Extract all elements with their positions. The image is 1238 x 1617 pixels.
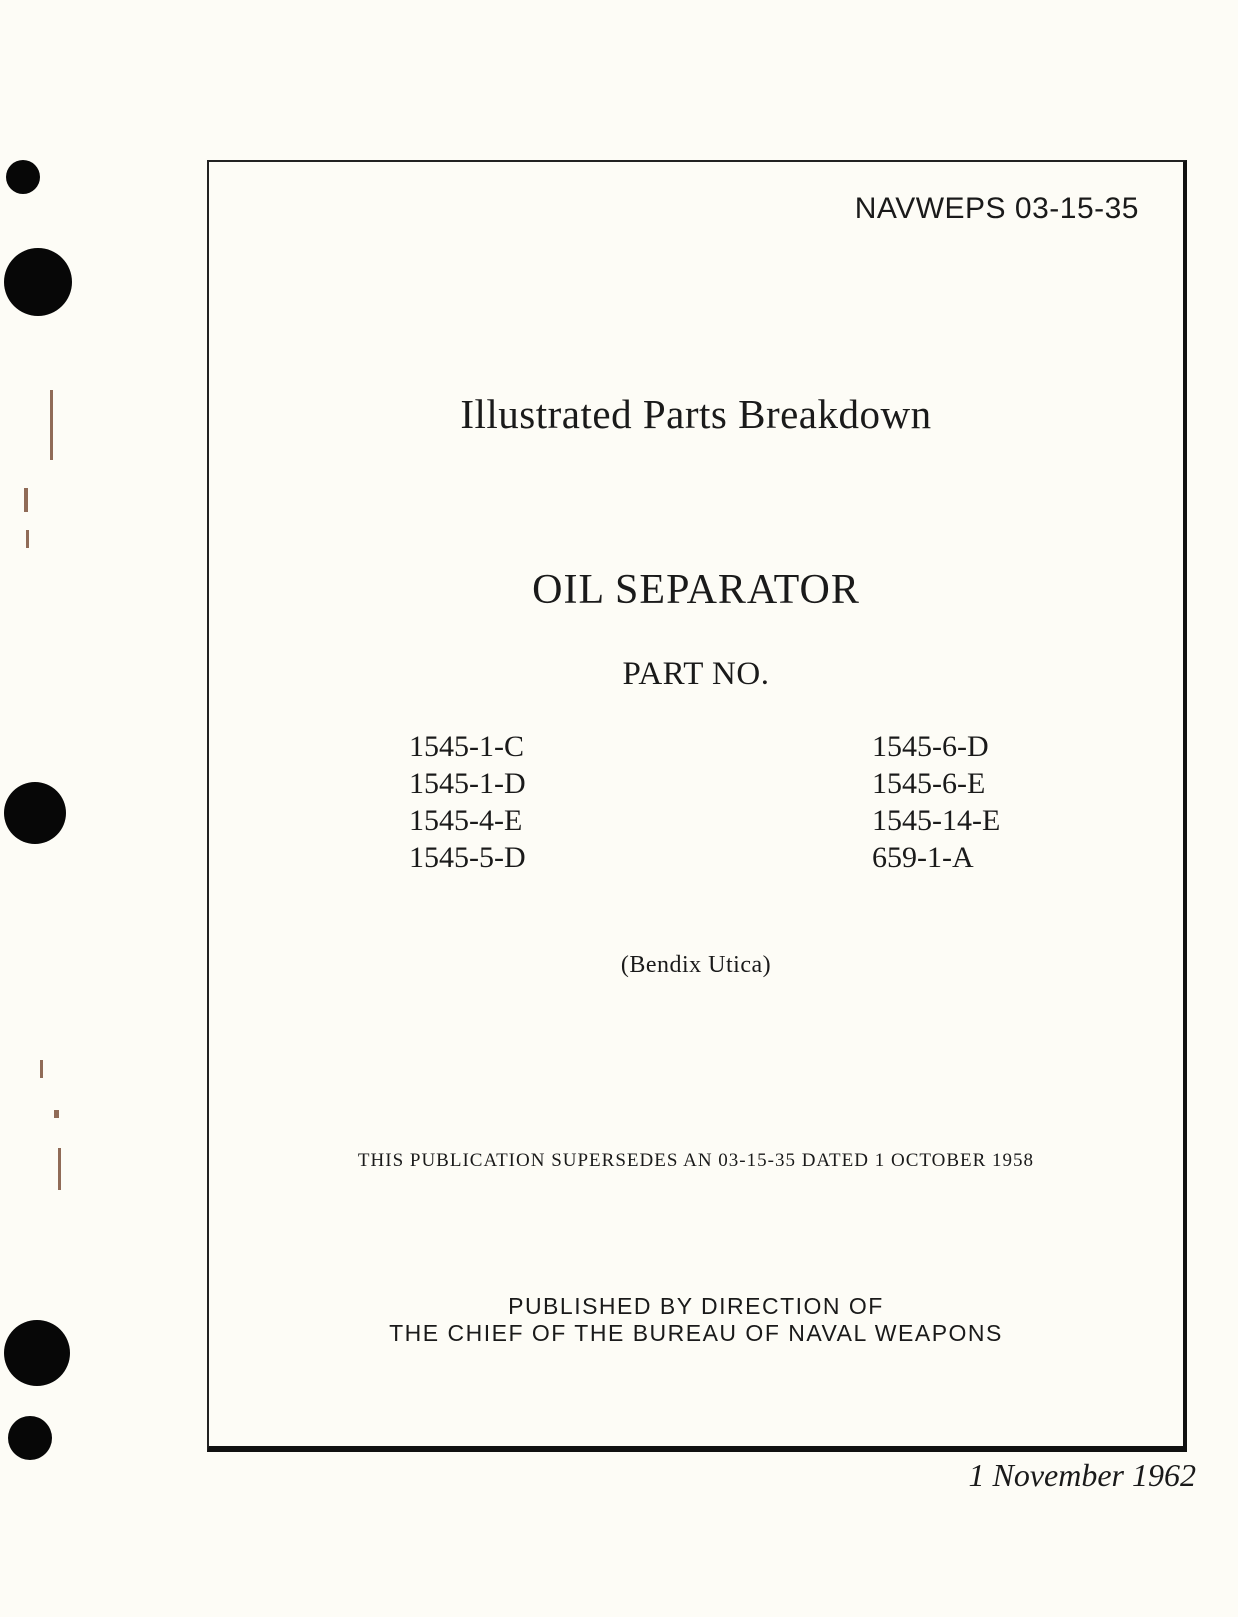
part-number: 659-1-A <box>872 841 974 874</box>
margin-mark <box>26 530 29 548</box>
margin-mark <box>24 488 28 512</box>
part-number: 1545-4-E <box>409 804 523 837</box>
supersedes-notice: THIS PUBLICATION SUPERSEDES AN 03-15-35 DATED 1 OCTOBER 1958 <box>357 1150 1035 1171</box>
part-numbers-left-column <box>409 728 526 876</box>
document-subject: OIL SEPARATOR <box>532 567 860 613</box>
binder-hole-4 <box>4 1320 70 1386</box>
part-number: 1545-6-D <box>872 730 989 763</box>
part-number: 1545-14-E <box>872 804 1001 837</box>
margin-mark <box>54 1110 59 1118</box>
publication-date: 1 November 1962 <box>968 1457 1196 1493</box>
part-numbers-right-column <box>872 728 1000 876</box>
document-title: Illustrated Parts Breakdown <box>460 391 932 437</box>
part-number: 1545-1-D <box>409 767 526 800</box>
publisher-line: THE CHIEF OF THE BUREAU OF NAVAL WEAPONS <box>389 1320 1003 1346</box>
part-number: 1545-5-D <box>409 841 526 874</box>
margin-mark <box>50 390 53 460</box>
binder-hole-1 <box>6 160 40 194</box>
part-number-label: PART NO. <box>622 656 770 692</box>
binder-hole-5 <box>8 1416 52 1460</box>
margin-mark <box>58 1148 61 1190</box>
document-number: NAVWEPS 03-15-35 <box>854 192 1139 225</box>
cover-frame <box>207 160 1187 1452</box>
margin-mark <box>40 1060 43 1078</box>
binder-hole-2 <box>4 248 72 316</box>
binder-hole-3 <box>4 782 66 844</box>
part-number: 1545-1-C <box>409 730 524 763</box>
part-number: 1545-6-E <box>872 767 986 800</box>
publisher-line: PUBLISHED BY DIRECTION OF <box>508 1293 884 1319</box>
publisher-statement <box>209 1293 1183 1347</box>
manufacturer: (Bendix Utica) <box>620 952 772 978</box>
